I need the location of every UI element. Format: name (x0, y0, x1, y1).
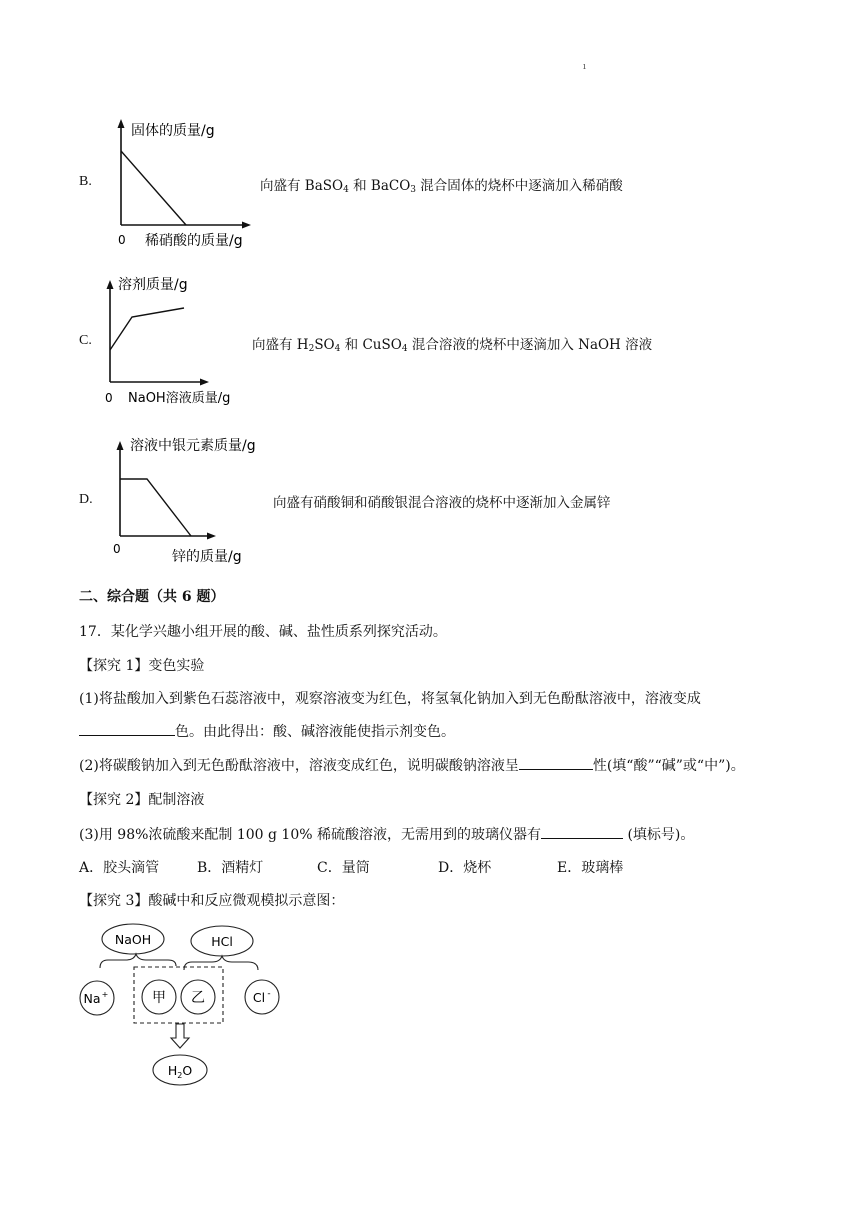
question-17-stem: 17．某化学兴趣小组开展的酸、碱、盐性质系列探究活动。 (79, 624, 447, 640)
h2o-label: $H_2O$ (167, 1063, 193, 1080)
option-b-graph (100, 115, 260, 250)
cl-ion-charge: - (267, 989, 271, 999)
answer-blank-3[interactable] (541, 824, 623, 839)
option-d-graph (105, 428, 275, 568)
h2o-ellipse (153, 1055, 207, 1085)
option-d-letter: D. (79, 492, 93, 507)
choice-d: D．烧杯 (438, 860, 492, 876)
jia-label: 甲 (152, 990, 166, 1006)
option-b-description: 向盛有 BaSO$_4$ 和 BaCO$_3$ 混合固体的烧杯中逐滴加入稀硝酸 (260, 178, 623, 195)
answer-blank-2[interactable] (519, 755, 593, 770)
option-d-description: 向盛有硝酸铜和硝酸银混合溶液的烧杯中逐渐加入金属锌 (273, 495, 611, 511)
x-axis-arrow-icon (207, 533, 216, 540)
neutralization-diagram (76, 920, 296, 1090)
option-b-curve (121, 151, 186, 225)
choice-c: C．量筒 (317, 860, 370, 876)
naoh-brace (100, 954, 176, 968)
option-b-ylabel: 固体的质量/g (131, 123, 215, 139)
option-b-origin: 0 (118, 233, 126, 247)
option-c-ylabel: 溶剂质量/g (118, 277, 188, 293)
option-c-xlabel: NaOH溶液质量/g (128, 391, 231, 406)
option-d-curve (120, 479, 191, 536)
part-3-line: (3)用 98%浓硫酸来配制 100 g 10% 稀硫酸溶液，无需用到的玻璃仪器有 (填标号)。 (79, 824, 694, 844)
option-c-description: 向盛有 $H_2SO_4$ 和 CuSO$_4$ 混合溶液的烧杯中逐滴加入 NaOH 溶液 (252, 337, 653, 354)
x-axis-arrow-icon (200, 379, 209, 386)
option-c-curve (110, 308, 184, 350)
naoh-label: NaOH (114, 932, 152, 947)
down-arrow-icon (171, 1024, 189, 1048)
part-2-line: (2)将碳酸钠加入到无色酚酞溶液中，溶液变成红色，说明碳酸钠溶液呈 性(填“酸”“碱”或“中”)。 (79, 755, 745, 775)
na-ion-label: Na (83, 991, 101, 1006)
option-d-xlabel: 锌的质量/g (172, 549, 242, 565)
option-b-letter: B. (79, 174, 92, 189)
header-mark: ı (583, 62, 586, 72)
yi-label: 乙 (191, 990, 205, 1006)
y-axis-arrow-icon (118, 119, 125, 128)
option-c-letter: C. (79, 333, 92, 348)
y-axis-arrow-icon (117, 441, 124, 450)
option-d-ylabel: 溶液中银元素质量/g (130, 438, 256, 454)
choice-a: A．胶头滴管 (79, 860, 160, 876)
na-ion-charge: + (101, 990, 109, 999)
choice-e: E．玻璃棒 (557, 860, 624, 876)
part-1-line-2: 色。由此得出：酸、碱溶液能使指示剂变色。 (79, 721, 455, 741)
explore-2-heading: 【探究 2】配制溶液 (79, 792, 205, 808)
part-1-line-1: (1)将盐酸加入到紫色石蕊溶液中，观察溶液变为红色，将氢氧化钠加入到无色酚酞溶液中，溶液变成 (79, 691, 701, 707)
explore-1-heading: 【探究 1】变色实验 (79, 658, 205, 674)
hcl-brace (184, 956, 258, 970)
option-b-xlabel: 稀硝酸的质量/g (145, 233, 243, 249)
section-title: 二、综合题（共 6 题） (79, 589, 225, 605)
hcl-label: HCl (211, 934, 233, 949)
cl-ion-label: Cl (252, 990, 266, 1005)
explore-3-heading: 【探究 3】酸碱中和反应微观模拟示意图： (79, 893, 345, 909)
option-c-graph (98, 273, 268, 408)
option-c-origin: 0 (105, 391, 113, 405)
dashed-reaction-box (134, 967, 223, 1023)
choice-b: B．酒精灯 (197, 860, 264, 876)
answer-blank-1[interactable] (79, 721, 175, 736)
option-d-origin: 0 (113, 542, 121, 556)
y-axis-arrow-icon (107, 280, 114, 289)
x-axis-arrow-icon (242, 222, 251, 229)
